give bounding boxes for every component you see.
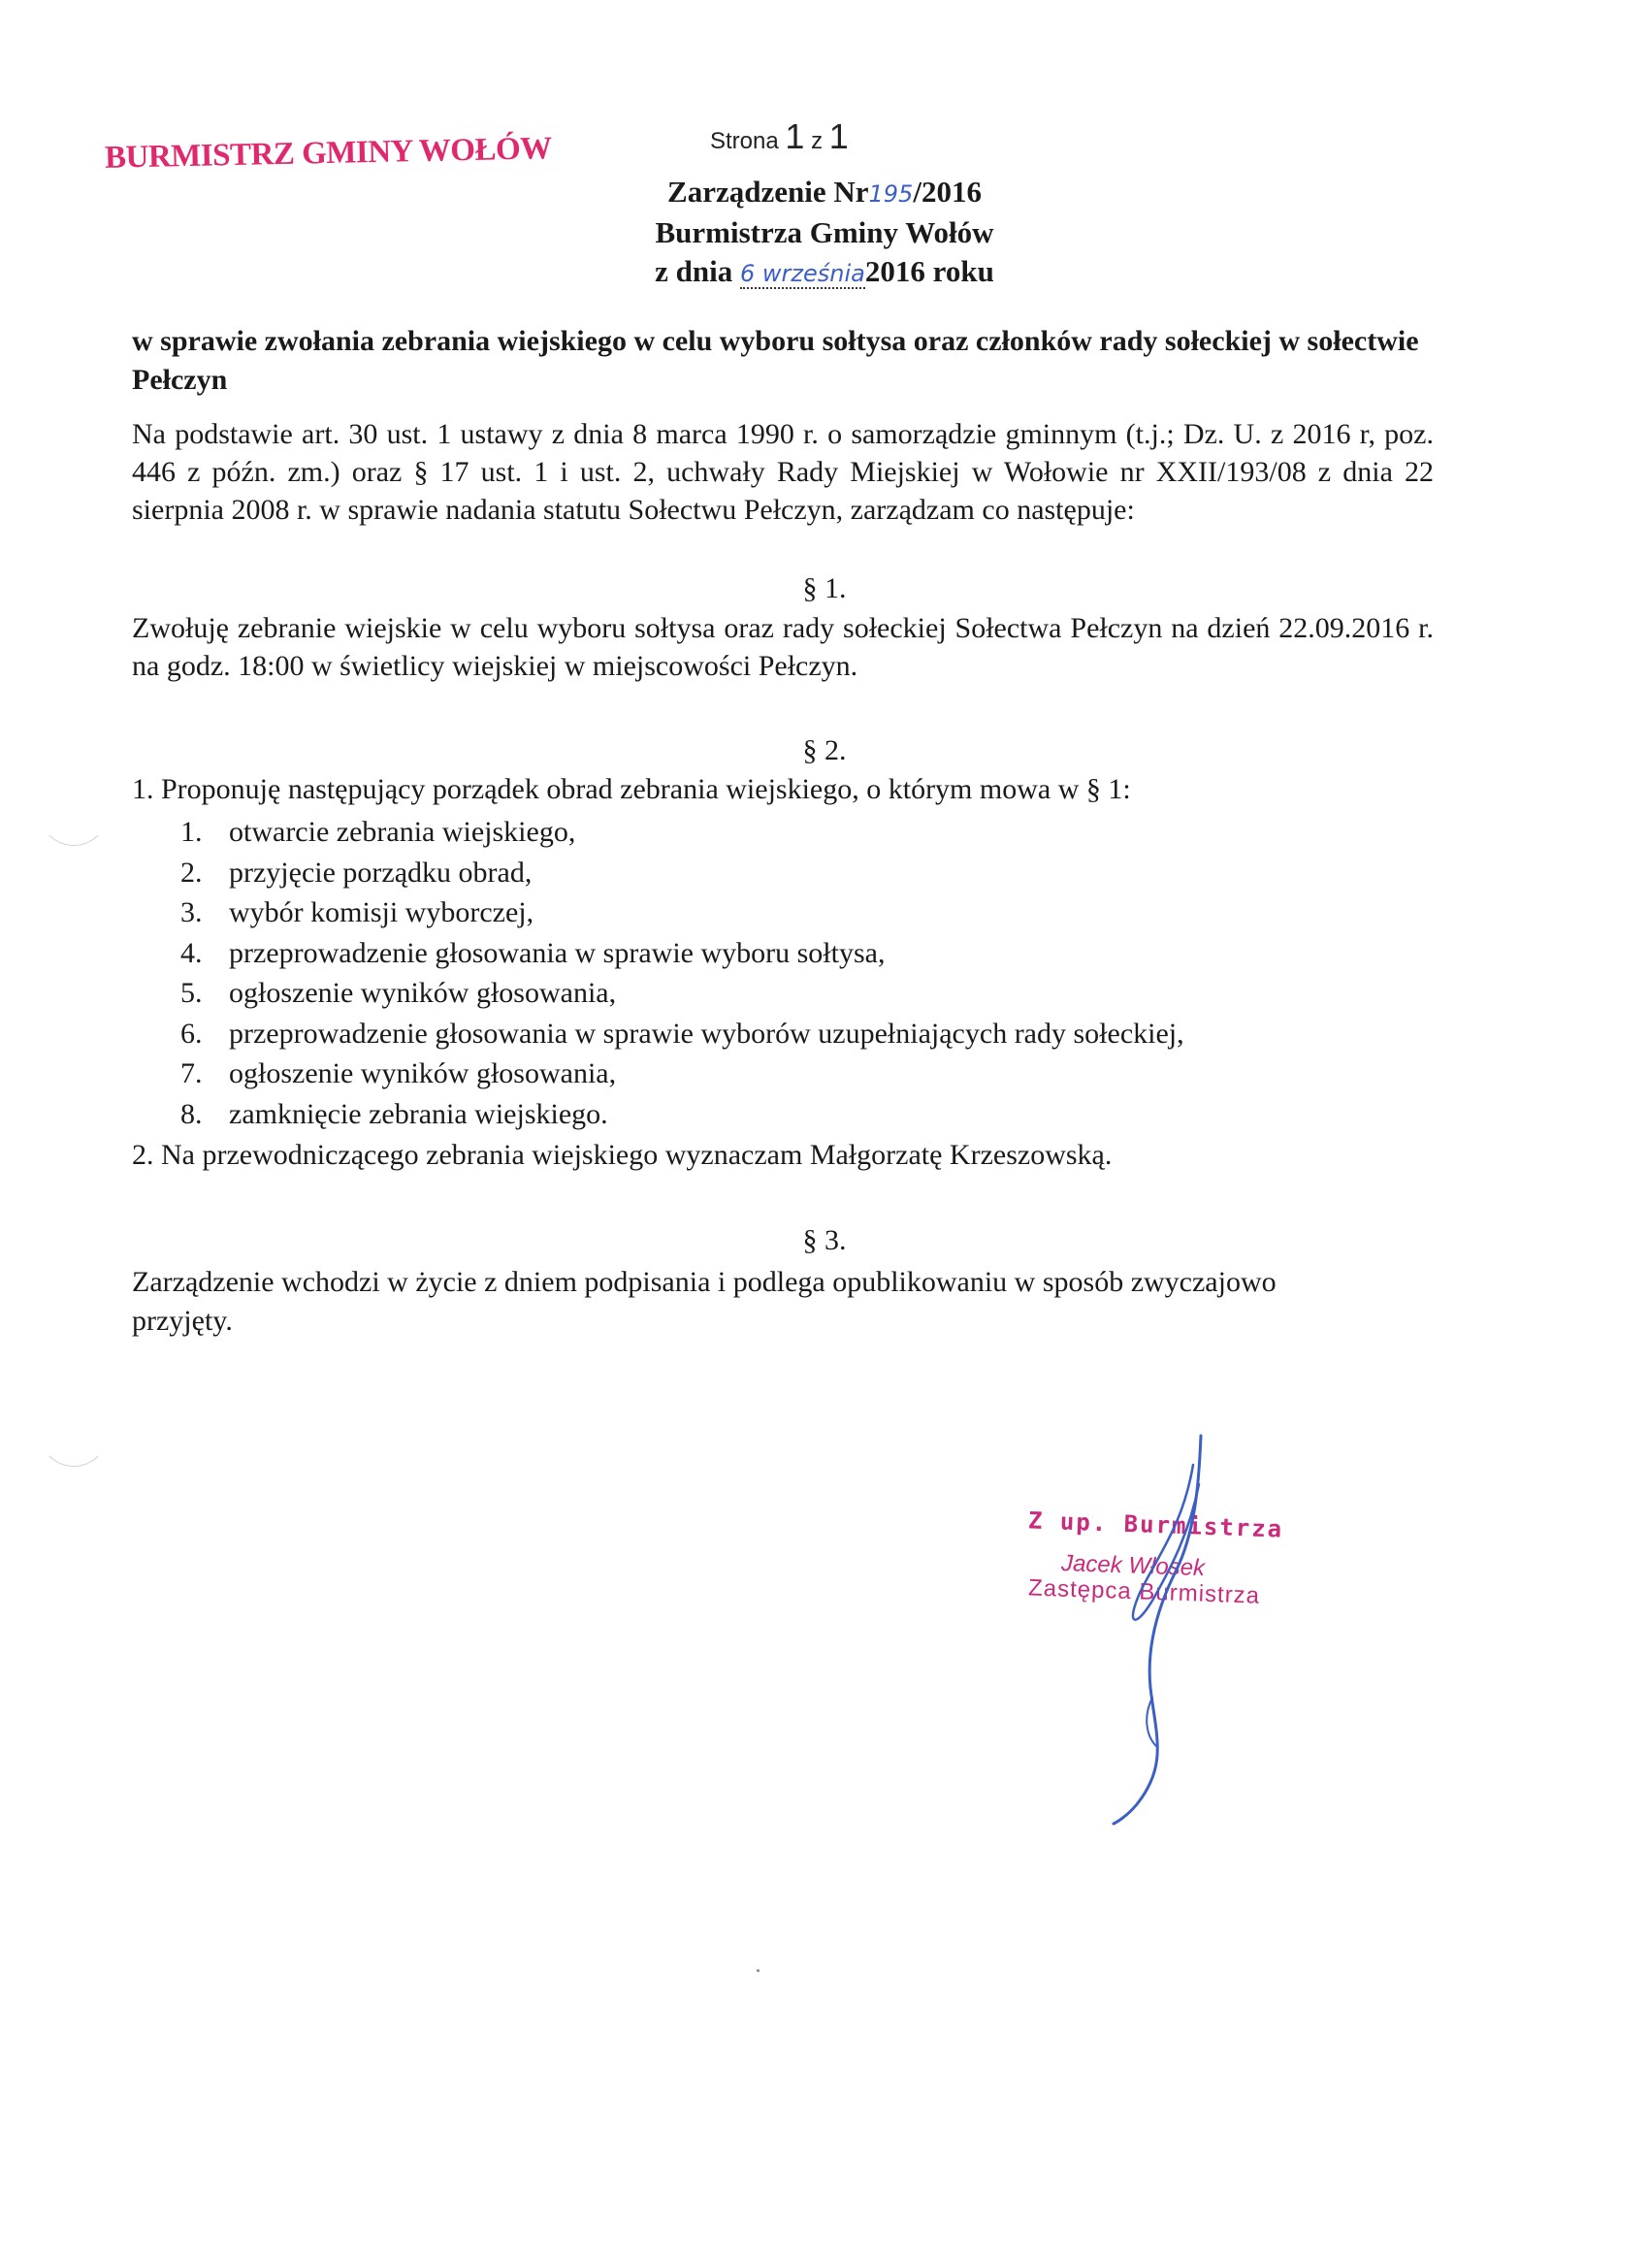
- section-2-point-2: 2. Na przewodniczącego zebrania wiejskiego wyznaczam Małgorzatę Krzeszowską.: [132, 1139, 1113, 1171]
- handwritten-date: 6 września: [740, 260, 865, 287]
- section-2-heading: § 2.: [802, 734, 847, 766]
- agenda-item: [180, 812, 1184, 853]
- agenda-item: [180, 892, 1184, 933]
- title-line-date: [388, 252, 1261, 293]
- agenda-item-number: 3.: [180, 896, 203, 928]
- page-current: 1: [785, 116, 805, 156]
- title-year: /2016: [913, 175, 982, 209]
- agenda-item-text: zamknięcie zebrania wiejskiego.: [229, 1097, 608, 1130]
- agenda-item-text: ogłoszenie wyników głosowania,: [229, 977, 617, 1009]
- agenda-item: [180, 1053, 1184, 1094]
- agenda-item: [180, 853, 1184, 893]
- title-prefix: Zarządzenie Nr: [667, 175, 869, 209]
- agenda-item-text: przeprowadzenie głosowania w sprawie wyboru sołtysa,: [229, 936, 886, 969]
- binder-hole-mark: [39, 776, 109, 846]
- agenda-item: [180, 973, 1184, 1014]
- signature-stamp-line-1: Z up. Burmistrza: [1027, 1507, 1284, 1543]
- section-3-text: Zarządzenie wchodzi w życie z dniem podpisania i podlega opublikowaniu w sposób zwyczajowo przyjęty.: [132, 1266, 1277, 1337]
- handwritten-signature-icon: [1067, 1426, 1222, 1833]
- signature-stamp-role: Zastępca Burmistrza: [1027, 1574, 1261, 1609]
- section-1-text: Zwołuję zebranie wiejskie w celu wyboru sołtysa oraz rady sołeckiej Sołectwa Pełczyn na dzień 22.09.2016 r. na godz. 18:00 w świetlicy wiejskiej w miejscowości Pełczyn.: [132, 612, 1434, 682]
- agenda-item-text: otwarcie zebrania wiejskiego,: [229, 816, 576, 848]
- agenda-item-number: 6.: [180, 1017, 203, 1050]
- agenda-list: [180, 812, 1184, 1134]
- signature-stamp-name: Jacek Włosek: [1060, 1550, 1206, 1582]
- page-separator: z: [811, 128, 824, 154]
- section-2-intro: 1. Proponuję następujący porządek obrad zebrania wiejskiego, o którym mowa w § 1:: [132, 773, 1131, 805]
- date-prefix: z dnia: [655, 254, 741, 288]
- title-line-issuer: Burmistrza Gminy Wołów: [655, 215, 994, 249]
- agenda-item-number: 8.: [180, 1097, 203, 1130]
- legal-basis-paragraph: Na podstawie art. 30 ust. 1 ustawy z dnia 8 marca 1990 r. o samorządzie gminnym (t.j.; Dz. U. z 2016 r, poz. 446 z późn. zm.) oraz § 17 ust. 1 i ust. 2, uchwały Rady Miejskiej w Wołowie nr XXII/193/08 z dnia 22 sierpnia 2008 r. w sprawie nadania statutu Sołectwu Pełczyn, zarządzam co następuje:: [132, 418, 1434, 526]
- agenda-item-number: 5.: [180, 977, 203, 1009]
- agenda-item-text: ogłoszenie wyników głosowania,: [229, 1057, 617, 1089]
- page-label: Strona: [710, 128, 779, 154]
- agenda-item: [180, 933, 1184, 974]
- agenda-item: [180, 1094, 1184, 1135]
- date-suffix: 2016 roku: [864, 254, 994, 288]
- agenda-item-number: 4.: [180, 936, 203, 969]
- agenda-item-number: 7.: [180, 1057, 203, 1089]
- document-title: [388, 173, 1261, 293]
- scan-speck: [757, 1969, 760, 1972]
- section-1-heading: § 1.: [802, 572, 847, 604]
- agenda-item-text: przyjęcie porządku obrad,: [229, 856, 533, 889]
- agenda-item-number: 1.: [180, 816, 203, 848]
- agenda-item-text: przeprowadzenie głosowania w sprawie wyborów uzupełniających rady sołeckiej,: [229, 1017, 1184, 1050]
- agenda-item-number: 2.: [180, 856, 203, 889]
- document-subject: w sprawie zwołania zebrania wiejskiego w celu wyboru sołtysa oraz członków rady sołeckiej w sołectwie Pełczyn: [132, 325, 1419, 396]
- agenda-item-text: wybór komisji wyborczej,: [229, 896, 534, 928]
- agenda-item: [180, 1014, 1184, 1054]
- office-stamp: BURMISTRZ GMINY WOŁÓW: [104, 131, 553, 176]
- binder-hole-mark: [39, 1397, 109, 1467]
- title-line-number: [388, 173, 1261, 213]
- handwritten-number: 195: [868, 180, 914, 208]
- section-3-heading: § 3.: [802, 1224, 847, 1256]
- page-number: [710, 116, 849, 157]
- page-total: 1: [828, 116, 849, 156]
